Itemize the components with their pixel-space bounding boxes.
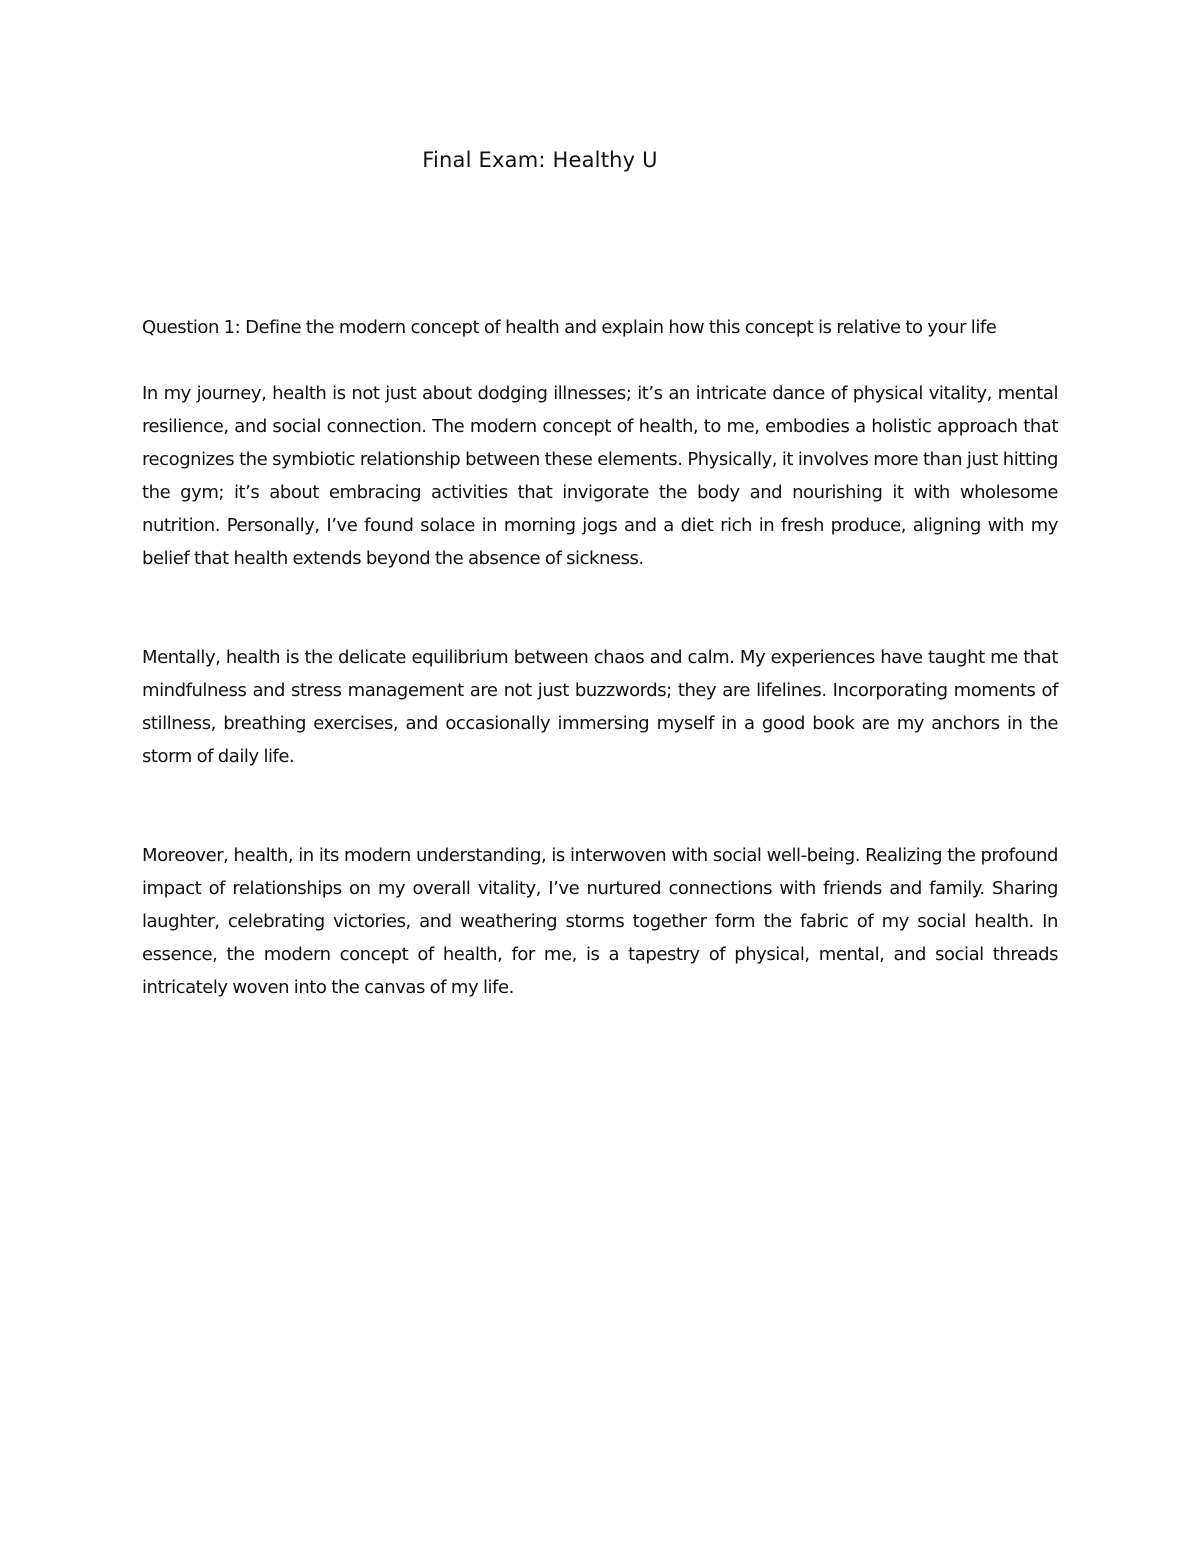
document-body (142, 311, 1058, 1004)
answer-paragraph-mental: Mentally, health is the delicate equilibrium between chaos and calm. My experiences have taught me that mindfulness and stress management are not just buzzwords; they are lifelines. Incorporating moments of stillness, breathing exercises, and occasionally immersing myself in a good book are my anchors in the storm of daily life. (142, 647, 1058, 767)
answer-paragraph-physical: In my journey, health is not just about dodging illnesses; it’s an intricate dance of physical vitality, mental resilience, and social connection. The modern concept of health, to me, embodies a holistic approach that recognizes the symbiotic relationship between these elements. Physically, it involves more than just hitting the gym; it’s about embracing activities that invigorate the body and nourishing it with wholesome nutrition. Personally, I’ve found solace in morning jogs and a diet rich in fresh produce, aligning with my belief that health extends beyond the absence of sickness. (142, 383, 1058, 569)
question-text: Question 1: Define the modern concept of health and explain how this concept is relative to your life (142, 317, 997, 338)
document-title: Final Exam: Healthy U (422, 148, 658, 172)
answer-paragraph-social: Moreover, health, in its modern understanding, is interwoven with social well-being. Realizing the profound impact of relationships on my overall vitality, I’ve nurtured connections with friends and family. Sharing laughter, celebrating victories, and weathering storms together form the fabric of my social health. In essence, the modern concept of health, for me, is a tapestry of physical, mental, and social threads intricately woven into the canvas of my life. (142, 845, 1058, 998)
